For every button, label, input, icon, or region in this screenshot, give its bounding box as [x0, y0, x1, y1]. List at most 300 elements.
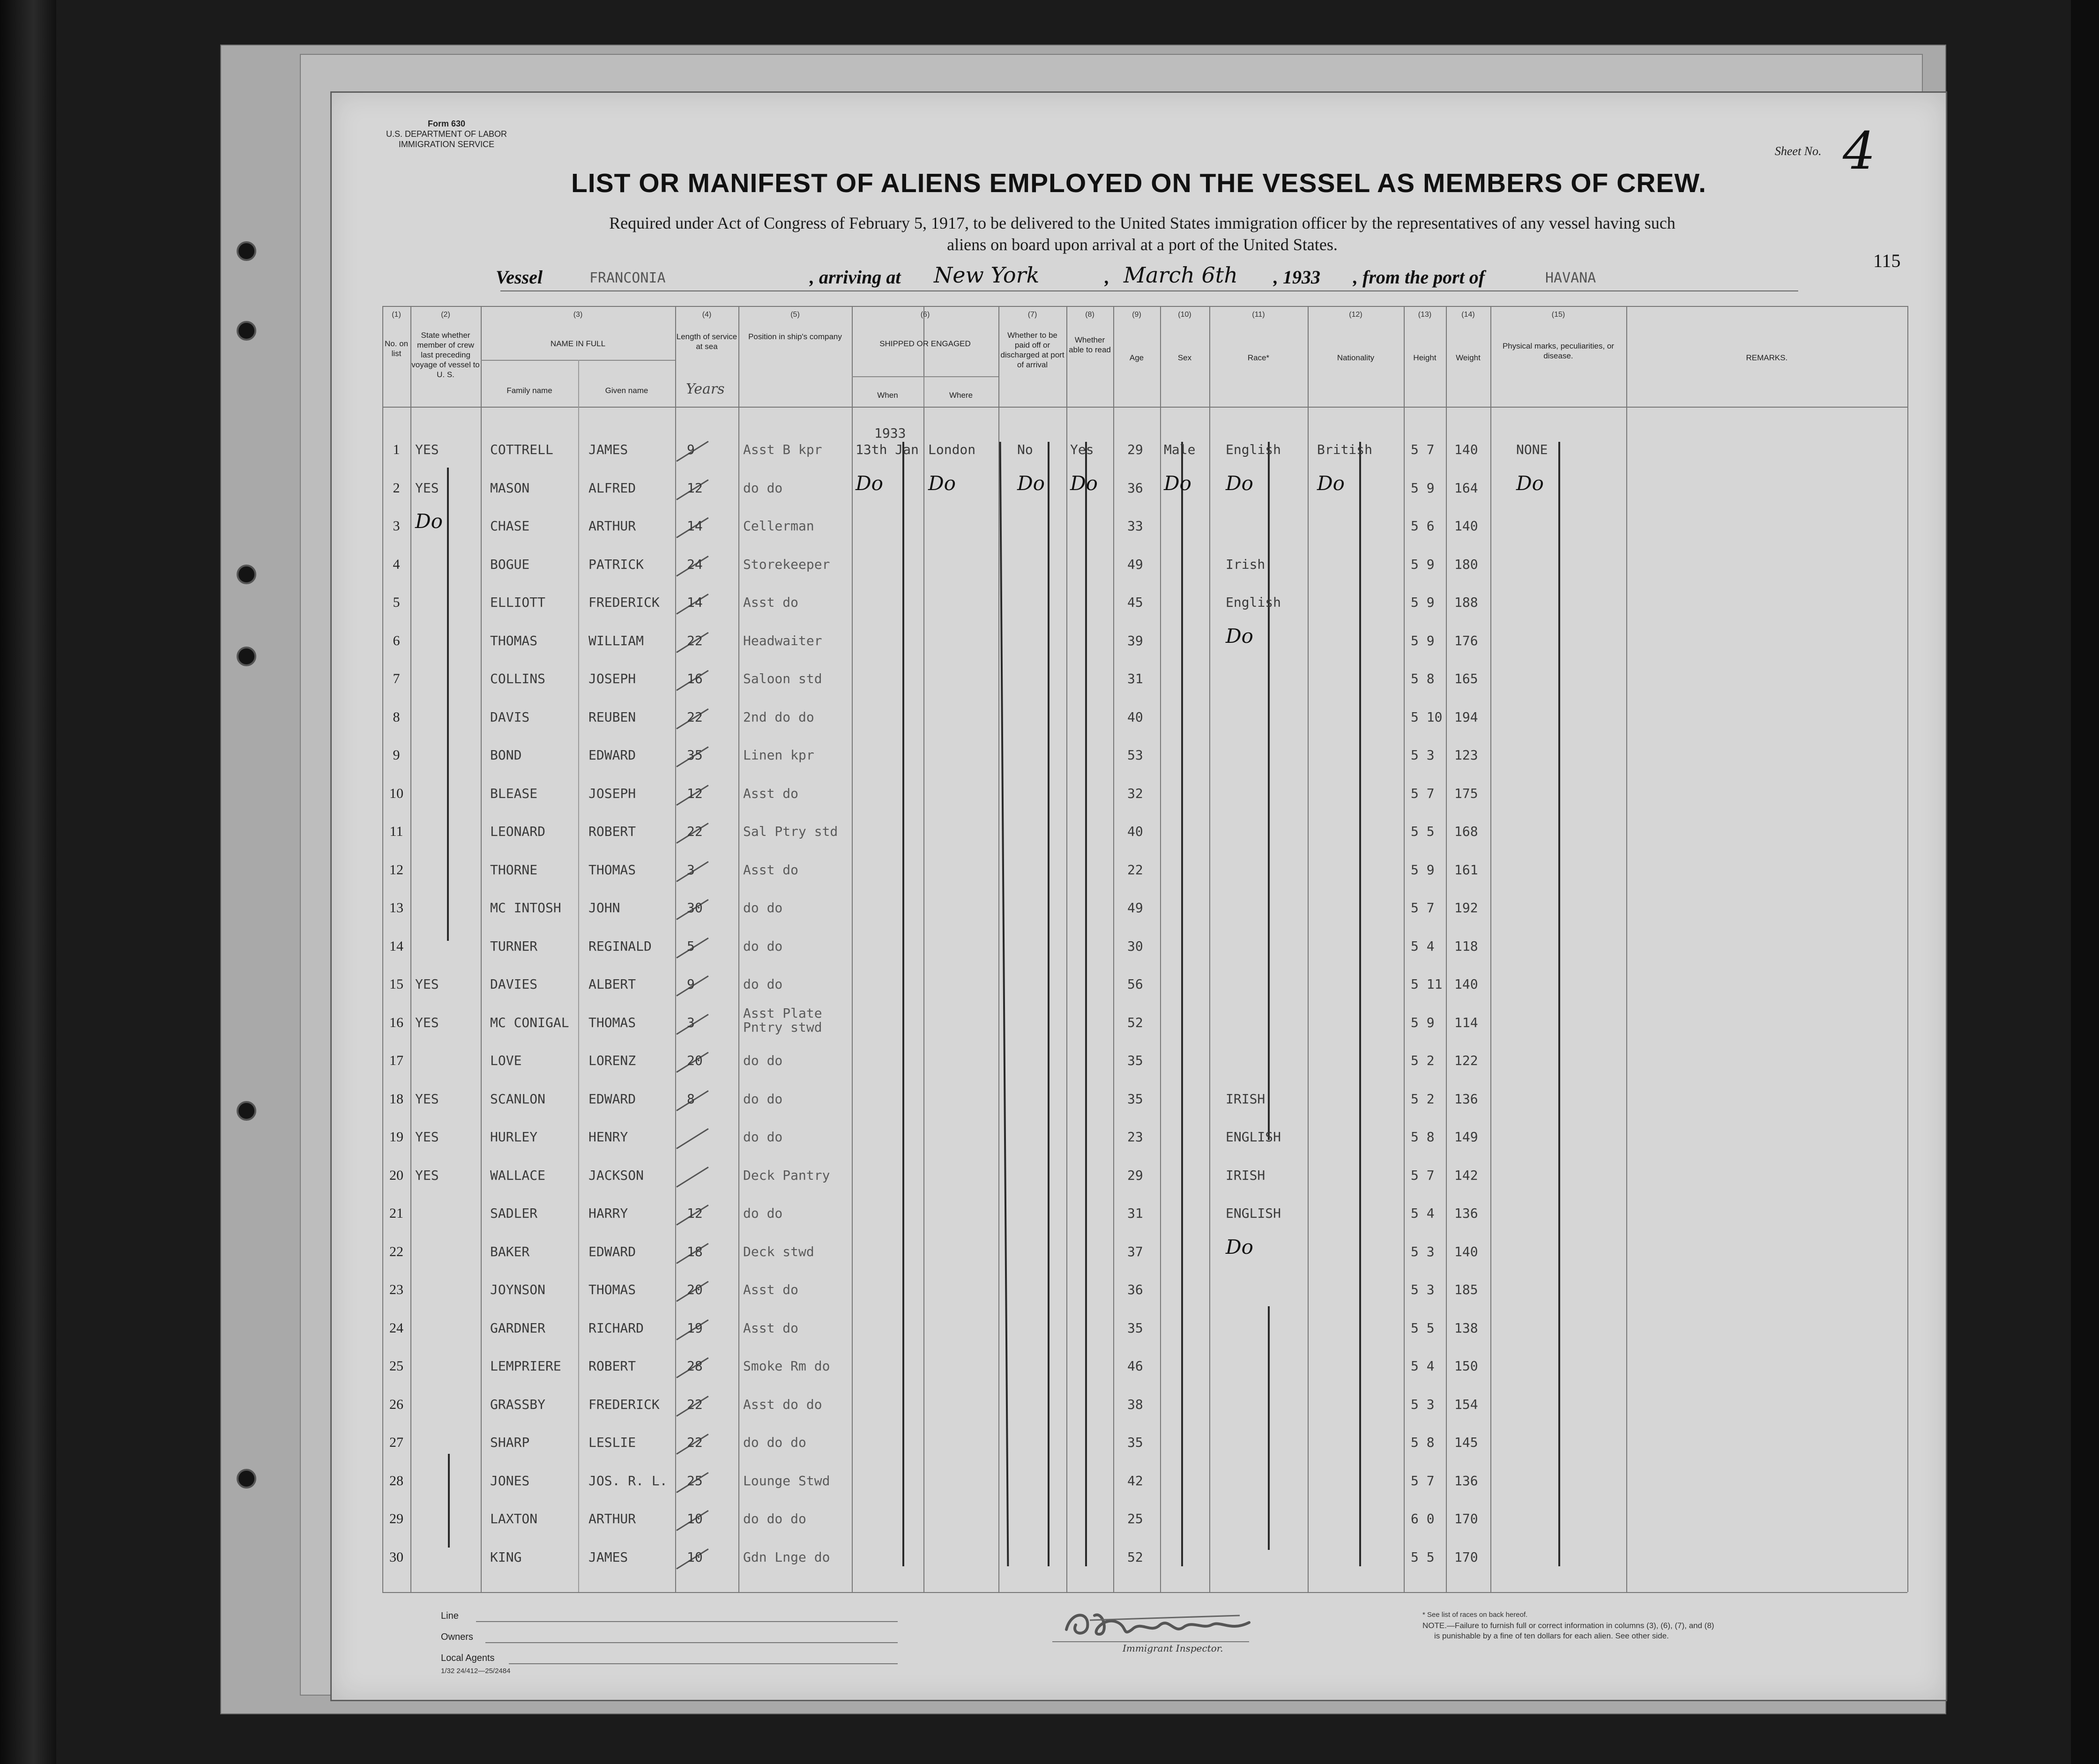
row-number: 5 [393, 595, 400, 610]
cell-given: JAMES [588, 1549, 628, 1565]
scan-right-edge [2071, 0, 2099, 1764]
row-number: 28 [389, 1473, 403, 1489]
cell-marks: Do [1516, 471, 1544, 495]
header-paid-off: Whether to be paid off or discharged at port of arrival [1000, 331, 1064, 369]
cell-years: 3 [687, 862, 695, 878]
cell-race: English [1226, 595, 1281, 610]
cell-family: BOGUE [490, 556, 530, 572]
cell-years: 19 [687, 1320, 703, 1336]
page-subtitle [463, 212, 1822, 255]
cell-family: BAKER [490, 1243, 530, 1259]
cell-marks: NONE [1516, 442, 1548, 457]
cell-years: 12 [687, 785, 703, 801]
arrival-port: New York [934, 262, 1040, 288]
cell-given: ALBERT [588, 976, 636, 992]
cell-weight: 140 [1454, 442, 1478, 457]
cell-weight: 136 [1454, 1473, 1478, 1489]
cell-position: Headwaiter [743, 633, 822, 648]
cell-height: 5 4 [1411, 1358, 1435, 1374]
cell-age: 42 [1127, 1473, 1143, 1489]
cell-height: 5 3 [1411, 1243, 1435, 1259]
column-number: (8) [1085, 311, 1094, 319]
races-note: * See list of races on back hereof. [1422, 1611, 1528, 1619]
cell-years: 5 [687, 938, 695, 954]
cell-height: 5 7 [1411, 1473, 1435, 1489]
cell-weight: 170 [1454, 1511, 1478, 1526]
row-number: 9 [393, 747, 400, 763]
cell-position: Asst do [743, 1320, 799, 1336]
header-prior-voyage: State whether member of crew last preceding voyage of vessel to U. S. [411, 331, 480, 379]
cell-given: JOS. R. L. [588, 1473, 668, 1489]
cell-nationality: Do [1317, 471, 1345, 495]
cell-age: 35 [1127, 1053, 1143, 1068]
cell-age: 49 [1127, 556, 1143, 572]
cell-prior: YES [415, 480, 439, 496]
row-number: 13 [389, 900, 403, 915]
cell-height: 5 7 [1411, 442, 1435, 457]
cell-weight: 122 [1454, 1053, 1478, 1068]
cell-age: 30 [1127, 938, 1143, 954]
vessel-name: FRANCONIA [589, 270, 666, 286]
cell-position: do do [743, 938, 783, 954]
cell-weight: 136 [1454, 1206, 1478, 1221]
column-rule [923, 306, 924, 1592]
row-number: 4 [393, 556, 400, 572]
cell-years: 10 [687, 1549, 703, 1565]
cell-height: 5 3 [1411, 1282, 1435, 1297]
cell-position: Asst do [743, 785, 799, 801]
inspector-label: Immigrant Inspector. [1123, 1643, 1223, 1654]
cell-race: Do [1226, 1235, 1253, 1258]
cell-given: REUBEN [588, 709, 636, 725]
ditto-stroke [1181, 442, 1183, 1566]
ditto-stroke [902, 442, 904, 1566]
check-mark-icon [676, 1166, 708, 1187]
column-number: (2) [441, 311, 450, 319]
cell-years: 30 [687, 900, 703, 915]
cell-paid-off: Do [1017, 471, 1045, 495]
cell-age: 25 [1127, 1511, 1143, 1526]
cell-prior: Do [415, 510, 443, 533]
cell-height: 5 2 [1411, 1053, 1435, 1068]
cell-position: do do [743, 1206, 783, 1221]
cell-race: English [1226, 442, 1281, 457]
cell-age: 36 [1127, 480, 1143, 496]
cell-position: do do do [743, 1435, 806, 1450]
header-race: Race* [1247, 353, 1270, 362]
cell-position: Linen kpr [743, 747, 814, 763]
column-number: (1) [392, 311, 401, 319]
cell-race: Do [1226, 624, 1253, 648]
cell-position: Asst do do [743, 1396, 822, 1412]
row-number: 10 [389, 785, 403, 801]
ditto-stroke [1558, 442, 1560, 1566]
line-blank [476, 1621, 898, 1622]
cell-age: 40 [1127, 709, 1143, 725]
cell-age: 40 [1127, 824, 1143, 839]
cell-weight: 140 [1454, 1243, 1478, 1259]
header-shipped-engaged: SHIPPED OR ENGAGED [879, 339, 971, 348]
cell-height: 5 11 [1411, 976, 1443, 992]
cell-years: 14 [687, 518, 703, 534]
cell-position: Asst Plate Pntry stwd [743, 1005, 822, 1035]
arrival-year: , 1933 [1273, 267, 1320, 288]
cell-height: 5 10 [1411, 709, 1443, 725]
service-name: IMMIGRATION SERVICE [398, 140, 495, 149]
cell-family: GRASSBY [490, 1396, 546, 1412]
row-number: 22 [389, 1243, 403, 1259]
cell-prior: YES [415, 442, 439, 457]
cell-weight: 188 [1454, 595, 1478, 610]
row-number: 7 [393, 671, 400, 686]
local-agents-label: Local Agents [441, 1653, 495, 1663]
cell-family: COTTRELL [490, 442, 553, 457]
column-number: (4) [702, 311, 712, 319]
cell-height: 5 5 [1411, 824, 1435, 839]
column-rule [481, 306, 482, 1592]
header-nationality: Nationality [1337, 353, 1375, 362]
ditto-stroke [447, 468, 449, 941]
cell-years: 28 [687, 1358, 703, 1374]
cell-family: LAXTON [490, 1511, 538, 1526]
cell-given: ARTHUR [588, 518, 636, 534]
cell-sex: Male [1164, 442, 1196, 457]
header-name-in-full: NAME IN FULL [550, 339, 606, 348]
row-number: 30 [389, 1549, 403, 1565]
cell-height: 5 9 [1411, 595, 1435, 610]
cell-position: do do [743, 1091, 783, 1107]
column-number: (13) [1418, 311, 1432, 319]
binder-hole-icon [237, 241, 256, 261]
cell-years: 22 [687, 824, 703, 839]
row-number: 3 [393, 518, 400, 534]
cell-prior: YES [415, 1014, 439, 1030]
vessel-underline [500, 290, 1798, 291]
cell-where: Do [928, 471, 956, 495]
header-remarks: REMARKS. [1746, 353, 1788, 362]
cell-family: DAVIS [490, 709, 530, 725]
penalty-note-1: NOTE.—Failure to furnish full or correct information in columns (3), (6), (7), and (8) [1422, 1621, 1714, 1630]
cell-given: LESLIE [588, 1435, 636, 1450]
row-number: 20 [389, 1167, 403, 1183]
cell-height: 6 0 [1411, 1511, 1435, 1526]
cell-read: Do [1070, 471, 1098, 495]
cell-position: do do [743, 900, 783, 915]
row-number: 16 [389, 1014, 403, 1030]
table-bottom-rule [382, 1592, 1907, 1593]
cell-family: SADLER [490, 1206, 538, 1221]
cell-family: THORNE [490, 862, 538, 878]
cell-given: REGINALD [588, 938, 652, 954]
cell-family: GARDNER [490, 1320, 546, 1336]
form-code: 1/32 24/412—25/2484 [441, 1667, 511, 1675]
cell-age: 52 [1127, 1014, 1143, 1030]
cell-family: MC CONIGAL [490, 1014, 569, 1030]
arrival-date: March 6th [1124, 262, 1238, 288]
cell-when-year: 1933 [874, 425, 906, 441]
row-number: 1 [393, 442, 400, 457]
ditto-stroke [1268, 1306, 1270, 1550]
arriving-label: , arriving at [810, 267, 901, 288]
row-number: 14 [389, 938, 403, 954]
signature-line [1052, 1641, 1249, 1642]
row-number: 26 [389, 1396, 403, 1412]
header-bottom-rule [382, 407, 1907, 408]
local-agents-blank [509, 1663, 898, 1664]
manifest-sheet [330, 91, 1947, 1701]
header-able-to-read: Whether able to read [1069, 335, 1111, 354]
cell-weight: 150 [1454, 1358, 1478, 1374]
date-separator: , [1105, 267, 1109, 288]
cell-years: 14 [687, 595, 703, 610]
cell-weight: 176 [1454, 633, 1478, 648]
cell-given: WILLIAM [588, 633, 644, 648]
cell-height: 5 5 [1411, 1320, 1435, 1336]
from-label: , from the port of [1353, 267, 1485, 288]
row-number: 21 [389, 1206, 403, 1221]
cell-years: 12 [687, 1206, 703, 1221]
cell-height: 5 6 [1411, 518, 1435, 534]
row-number: 15 [389, 976, 403, 992]
cell-age: 35 [1127, 1320, 1143, 1336]
column-rule [1907, 306, 1908, 1592]
cell-given: FREDERICK [588, 595, 660, 610]
cell-where: London [928, 442, 976, 457]
column-rule [738, 306, 739, 1592]
row-number: 12 [389, 862, 403, 878]
ditto-stroke [1268, 442, 1270, 1140]
cell-position: Asst do [743, 595, 799, 610]
cell-family: JONES [490, 1473, 530, 1489]
cell-height: 5 3 [1411, 1396, 1435, 1412]
cell-years: 22 [687, 1396, 703, 1412]
cell-family: JOYNSON [490, 1282, 546, 1297]
cell-weight: 140 [1454, 976, 1478, 992]
vessel-line [496, 262, 1798, 292]
cell-position: do do [743, 1129, 783, 1145]
cell-family: BOND [490, 747, 522, 763]
cell-weight: 114 [1454, 1014, 1478, 1030]
cell-given: PATRICK [588, 556, 644, 572]
cell-age: 46 [1127, 1358, 1143, 1374]
cell-age: 31 [1127, 1206, 1143, 1221]
cell-read: Yes [1070, 442, 1094, 457]
cell-height: 5 9 [1411, 862, 1435, 878]
cell-height: 5 8 [1411, 671, 1435, 686]
cell-height: 5 9 [1411, 556, 1435, 572]
cell-age: 23 [1127, 1129, 1143, 1145]
row-number: 17 [389, 1053, 403, 1068]
cell-age: 29 [1127, 1167, 1143, 1183]
penalty-note-2: is punishable by a fine of ten dollars for each alien. See other side. [1434, 1631, 1669, 1640]
cell-weight: 123 [1454, 747, 1478, 763]
cell-weight: 154 [1454, 1396, 1478, 1412]
cell-family: HURLEY [490, 1129, 538, 1145]
cell-age: 56 [1127, 976, 1143, 992]
cell-given: LORENZ [588, 1053, 636, 1068]
cell-position: Deck Pantry [743, 1167, 830, 1183]
cell-weight: 118 [1454, 938, 1478, 954]
header-sex: Sex [1177, 353, 1192, 362]
cell-given: ARTHUR [588, 1511, 636, 1526]
cell-when: Do [856, 471, 883, 495]
cell-weight: 170 [1454, 1549, 1478, 1565]
cell-age: 52 [1127, 1549, 1143, 1565]
column-rule [1308, 306, 1309, 1592]
row-number: 29 [389, 1511, 403, 1526]
cell-given: FREDERICK [588, 1396, 660, 1412]
binder-hole-icon [237, 1101, 256, 1121]
cell-age: 35 [1127, 1435, 1143, 1450]
cell-age: 53 [1127, 747, 1143, 763]
subtitle-line-1: Required under Act of Congress of February 5, 1917, to be delivered to the United States immigration officer by the representatives of any vessel having such [609, 214, 1675, 232]
column-number: (3) [573, 311, 583, 319]
cell-position: Saloon std [743, 671, 822, 686]
cell-position: do do do [743, 1511, 806, 1526]
ditto-stroke [1085, 442, 1087, 1566]
cell-weight: 175 [1454, 785, 1478, 801]
cell-given: ROBERT [588, 1358, 636, 1374]
cell-age: 35 [1127, 1091, 1143, 1107]
header-height: Height [1413, 353, 1437, 362]
row-number: 27 [389, 1435, 403, 1450]
cell-given: THOMAS [588, 1282, 636, 1297]
subtitle-line-2: aliens on board upon arrival at a port of the United States. [947, 235, 1338, 254]
cell-race: Do [1226, 471, 1253, 495]
cell-years: 35 [687, 747, 703, 763]
sheet-number: 4 [1843, 121, 1876, 181]
cell-family: COLLINS [490, 671, 546, 686]
column-rule [1404, 306, 1405, 1592]
cell-position: Lounge Stwd [743, 1473, 830, 1489]
header-age: Age [1129, 353, 1144, 362]
cell-paid-off: No [1017, 442, 1033, 457]
cell-given: ALFRED [588, 480, 636, 496]
cell-years: 18 [687, 1243, 703, 1259]
line-label: Line [441, 1611, 459, 1621]
binder-hole-icon [237, 647, 256, 666]
page-title: LIST OR MANIFEST OF ALIENS EMPLOYED ON THE VESSEL AS MEMBERS OF CREW. [571, 168, 1707, 198]
binder-hole-icon [237, 1469, 256, 1489]
cell-weight: 192 [1454, 900, 1478, 915]
cell-height: 5 9 [1411, 480, 1435, 496]
signature-icon [1062, 1601, 1258, 1644]
cell-weight: 138 [1454, 1320, 1478, 1336]
cell-weight: 161 [1454, 862, 1478, 878]
row-number: 11 [389, 824, 403, 839]
cell-race: IRISH [1226, 1167, 1265, 1183]
cell-position: Deck stwd [743, 1243, 814, 1259]
cell-height: 5 7 [1411, 900, 1435, 915]
department-name: U.S. DEPARTMENT OF LABOR [386, 129, 507, 139]
row-number: 6 [393, 633, 400, 648]
cell-given: EDWARD [588, 1091, 636, 1107]
cell-position: do do [743, 480, 783, 496]
cell-race: ENGLISH [1226, 1129, 1281, 1145]
crew-manifest-table [382, 306, 1907, 1665]
cell-weight: 180 [1454, 556, 1478, 572]
cell-given: THOMAS [588, 1014, 636, 1030]
from-port: HAVANA [1545, 270, 1596, 286]
cell-family: SCANLON [490, 1091, 546, 1107]
cell-years: 9 [687, 976, 695, 992]
cell-age: 49 [1127, 900, 1143, 915]
cell-years: 10 [687, 1511, 703, 1526]
cell-given: RICHARD [588, 1320, 644, 1336]
cell-years: 22 [687, 633, 703, 648]
sheet-number-label: Sheet No. [1775, 144, 1822, 158]
cell-family: DAVIES [490, 976, 538, 992]
cell-age: 39 [1127, 633, 1143, 648]
cell-years: 16 [687, 671, 703, 686]
cell-weight: 185 [1454, 1282, 1478, 1297]
vessel-label: Vessel [496, 267, 543, 288]
cell-when: 13th Jan [856, 442, 919, 457]
cell-height: 5 8 [1411, 1129, 1435, 1145]
department-block [369, 119, 524, 149]
cell-age: 36 [1127, 1282, 1143, 1297]
cell-years: 22 [687, 1435, 703, 1450]
row-number: 18 [389, 1091, 403, 1107]
cell-position: do do [743, 1053, 783, 1068]
cell-family: LEONARD [490, 824, 546, 839]
owners-blank [485, 1642, 898, 1643]
ditto-stroke [999, 442, 1009, 1566]
cell-given: HENRY [588, 1129, 628, 1145]
cell-years: 8 [687, 1091, 695, 1107]
cell-race: ENGLISH [1226, 1206, 1281, 1221]
cell-weight: 145 [1454, 1435, 1478, 1450]
column-number: (14) [1461, 311, 1475, 319]
header-length-service: Length of service at sea [676, 332, 737, 351]
cell-position: Asst do [743, 862, 799, 878]
cell-position: 2nd do do [743, 709, 814, 725]
cell-height: 5 5 [1411, 1549, 1435, 1565]
cell-years: 22 [687, 709, 703, 725]
cell-years: 9 [687, 442, 695, 457]
table-top-rule [382, 306, 1907, 307]
header-when: When [877, 391, 898, 400]
cell-height: 5 2 [1411, 1091, 1435, 1107]
row-number: 23 [389, 1282, 403, 1297]
cell-height: 5 7 [1411, 1167, 1435, 1183]
cell-family: THOMAS [490, 633, 538, 648]
header-physical-marks: Physical marks, peculiarities, or disease. [1502, 342, 1615, 360]
cell-weight: 136 [1454, 1091, 1478, 1107]
header-where: Where [949, 391, 973, 400]
cell-family: MASON [490, 480, 530, 496]
header-weight: Weight [1456, 353, 1481, 362]
cell-height: 5 9 [1411, 633, 1435, 648]
cell-given: JAMES [588, 442, 628, 457]
binder-hole-icon [237, 321, 256, 341]
cell-sex: Do [1164, 471, 1191, 495]
cell-position: do do [743, 976, 783, 992]
cell-years: 25 [687, 1473, 703, 1489]
cell-age: 38 [1127, 1396, 1143, 1412]
cell-height: 5 9 [1411, 1014, 1435, 1030]
row-number: 19 [389, 1129, 403, 1145]
cell-family: LOVE [490, 1053, 522, 1068]
cell-age: 37 [1127, 1243, 1143, 1259]
cell-years: 20 [687, 1282, 703, 1297]
column-number: (9) [1132, 311, 1141, 319]
cell-given: JOHN [588, 900, 620, 915]
column-rule [1209, 306, 1210, 1592]
header-length-years: Years [686, 381, 725, 397]
ditto-stroke [448, 1454, 450, 1548]
cell-prior: YES [415, 1167, 439, 1183]
